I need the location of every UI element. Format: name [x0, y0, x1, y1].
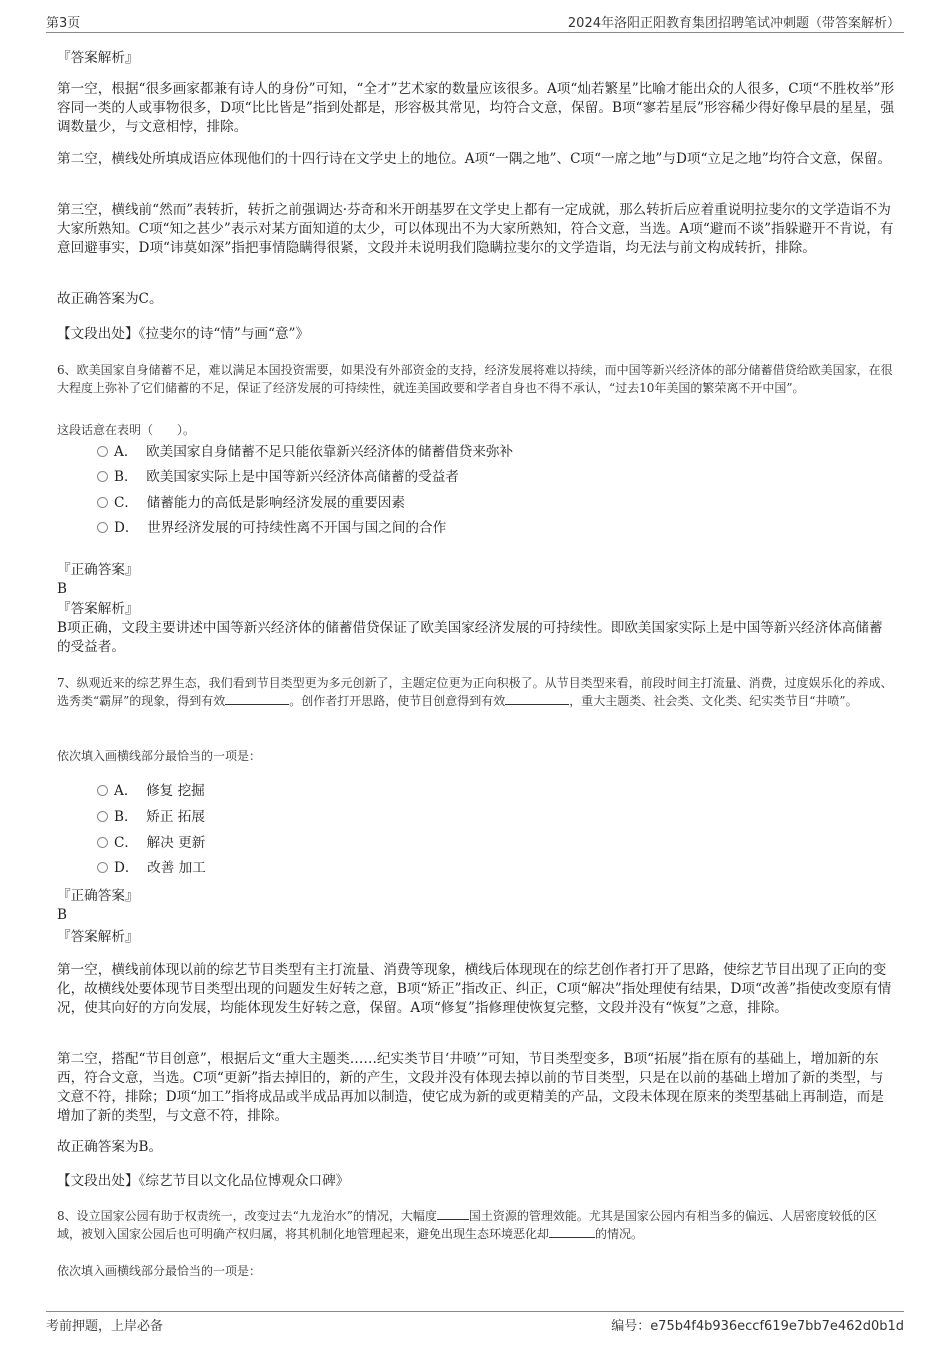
- q6-prompt: 这段话意在表明（ ）。: [57, 423, 196, 437]
- q6-analysis: B项正确，文段主要讲述中国等新兴经济体的储蓄借贷保证了欧美国家经济发展的可持续性。即欧美国家实际上是中国等新兴经济体高储蓄的受益者。: [57, 620, 883, 655]
- q5-source: 【文段出处】《拉斐尔的诗“情”与画“意”》: [57, 326, 310, 342]
- option-label: D．: [114, 860, 139, 876]
- q7-option-a[interactable]: [97, 782, 205, 800]
- page-header: [46, 12, 904, 33]
- q6-option-a[interactable]: [97, 443, 513, 461]
- q6-analysis-title: 『答案解析』: [57, 601, 139, 617]
- q6-answer-title: 『正确答案』: [57, 562, 139, 578]
- q6-option-d[interactable]: [97, 519, 446, 537]
- q8-stem: 8、设立国家公园有助于权责统一，改变过去“九龙治水”的情况，大幅度 国土资源的管理效能。尤其是国家公园内有相当多的偏远、人居密度较低的区域，被划入国家公园后也可明确产权归属，将其机制化地管理起来，避免出现生态环境恶化却 的情况。: [57, 1209, 877, 1241]
- option-label: B．: [114, 469, 138, 485]
- option-text: 欧美国家自身储蓄不足只能依靠新兴经济体的储蓄借贷来弥补: [146, 444, 514, 460]
- blank-2: [549, 1225, 595, 1238]
- option-label: B．: [114, 809, 138, 825]
- q7-prompt: 依次填入画横线部分最恰当的一项是：: [57, 749, 262, 763]
- option-text: 储蓄能力的高低是影响经济发展的重要因素: [146, 495, 405, 511]
- q5-analysis-p2: 第二空，横线处所填成语应体现他们的十四行诗在文学史上的地位。A项“一隅之地”、C项“一席之地”与D项“立足之地”均符合文意，保留。: [57, 151, 892, 167]
- document-title: 2024年洛阳正阳教育集团招聘笔试冲刺题（带答案解析）: [567, 16, 900, 31]
- radio-icon[interactable]: [97, 837, 108, 848]
- q6-stem: 6、欧美国家自身储蓄不足，难以满足本国投资需要，如果没有外部资金的支持，经济发展将难以持续，而中国等新兴经济体的部分储蓄借贷给欧美国家，在很大程度上弥补了它们储蓄的不足，保证了经济发展的可持续性，就连美国政要和学者自身也不得不承认，“过去10年美国的繁荣离不开中国”。: [57, 363, 893, 395]
- option-label: C．: [114, 835, 138, 851]
- option-text: 解决 更新: [146, 835, 206, 851]
- option-text: 改善 加工: [147, 860, 206, 876]
- radio-icon[interactable]: [97, 497, 108, 508]
- option-text: 矫正 拓展: [146, 809, 205, 825]
- q7-answer-title: 『正确答案』: [57, 888, 139, 904]
- radio-icon[interactable]: [97, 471, 108, 482]
- radio-icon[interactable]: [97, 862, 108, 873]
- q7-option-c[interactable]: [97, 834, 205, 852]
- q5-analysis-p3: 第三空，横线前“然而”表转折，转折之前强调达·芬奇和米开朗基罗在文学史上都有一定成就，那么转折后应着重说明拉斐尔的文学造诣不为大家所熟知。C项“知之甚少”表示对某方面知道的太少，可以体现出不为大家所熟知，符合文意，当选。A项“避而不谈”指躲避开不肯说，有意回避事实，D项“讳莫如深”指把事情隐瞒得很紧，文段并未说明我们隐瞒拉斐尔的文学造诣，均无法与前文构成转折，排除。: [57, 202, 894, 256]
- page-number: 第3页: [46, 16, 81, 31]
- option-text: 修复 挖掘: [146, 783, 205, 799]
- blank-1: [437, 1207, 469, 1220]
- q6-option-c[interactable]: [97, 494, 405, 512]
- q8-prompt: 依次填入画横线部分最恰当的一项是：: [57, 1264, 262, 1278]
- option-text: 欧美国家实际上是中国等新兴经济体高储蓄的受益者: [146, 469, 459, 485]
- radio-icon[interactable]: [97, 811, 108, 822]
- q7-analysis-p2: 第二空，搭配“节目创意”，根据后文“重大主题类……纪实类节目‘井喷’”可知，节目类型变多，B项“拓展”指在原有的基础上，增加新的东西，符合文意，当选。C项“更新”指去掉旧的，新的产生，文段并没有体现去掉以前的节目类型，只是在以前的基础上增加了新的类型，与文意不符，排除；D项“加工”指将成品或半成品再加以制造，使它成为新的或更精美的产品，文段未体现在原来的类型基础上再制造，而是增加了新的类型，与文意不符，排除。: [57, 1051, 884, 1124]
- q5-analysis-p1: 第一空，根据“很多画家都兼有诗人的身份”可知，“全才”艺术家的数量应该很多。A项“灿若繁星”比喻才能出众的人很多，C项“不胜枚举”形容同一类的人或事物很多，D项“比比皆是”指到处都是，形容极其常见，均符合文意，保留。B项“寥若星辰”形容稀少得好像早晨的星星，强调数量少，与文意相悖，排除。: [57, 81, 895, 135]
- radio-icon[interactable]: [97, 785, 108, 796]
- q7-option-b[interactable]: [97, 808, 205, 826]
- q5-analysis-title: 『答案解析』: [57, 50, 139, 66]
- q6-option-b[interactable]: [97, 468, 459, 486]
- blank-1: [225, 692, 289, 705]
- footer-id: 编号：e75b4f4b936eccf619e7bb7e462d0b1d: [611, 1319, 904, 1334]
- blank-2: [505, 692, 569, 705]
- q6-answer: B: [57, 581, 67, 597]
- q5-conclusion: 故正确答案为C。: [57, 291, 163, 307]
- q7-conclusion: 故正确答案为B。: [57, 1139, 163, 1155]
- q7-stem: 7、纵观近来的综艺界生态，我们看到节目类型更为多元创新了，主题定位更为正向积极了。从节目类型来看，前段时间主打流量、消费，过度娱乐化的养成、选秀类“霸屏”的现象，得到有效 。创作者打开思路，使节目创意得到有效 ，重大主题类、社会类、文化类、纪实类节目“井喷”。: [57, 676, 893, 708]
- q7-analysis-p1: 第一空，横线前体现以前的综艺节目类型有主打流量、消费等现象，横线后体现现在的综艺创作者打开了思路，使综艺节目出现了正向的变化，故横线处要体现节目类型出现的问题发生好转之意，B项“矫正”指改正、纠正，C项“解决”指处理使有结果，D项“改善”指使改变原有情况，使其向好的方向发展，均能体现发生好转之意，保留。A项“修复”指修理使恢复完整，文段并没有“恢复”之意，排除。: [57, 962, 892, 1016]
- option-label: A．: [114, 444, 138, 460]
- q7-option-d[interactable]: [97, 859, 206, 877]
- q7-answer: B: [57, 907, 67, 923]
- radio-icon[interactable]: [97, 522, 108, 533]
- option-label: A．: [114, 783, 138, 799]
- q7-source: 【文段出处】《综艺节目以文化品位博观众口碑》: [57, 1173, 350, 1189]
- option-label: D．: [114, 520, 139, 536]
- option-text: 世界经济发展的可持续性离不开国与国之间的合作: [147, 520, 447, 536]
- page-footer: [46, 1311, 904, 1335]
- radio-icon[interactable]: [97, 446, 108, 457]
- q7-analysis-title: 『答案解析』: [57, 929, 139, 945]
- option-label: C．: [114, 495, 138, 511]
- footer-slogan: 考前押题，上岸必备: [46, 1319, 164, 1334]
